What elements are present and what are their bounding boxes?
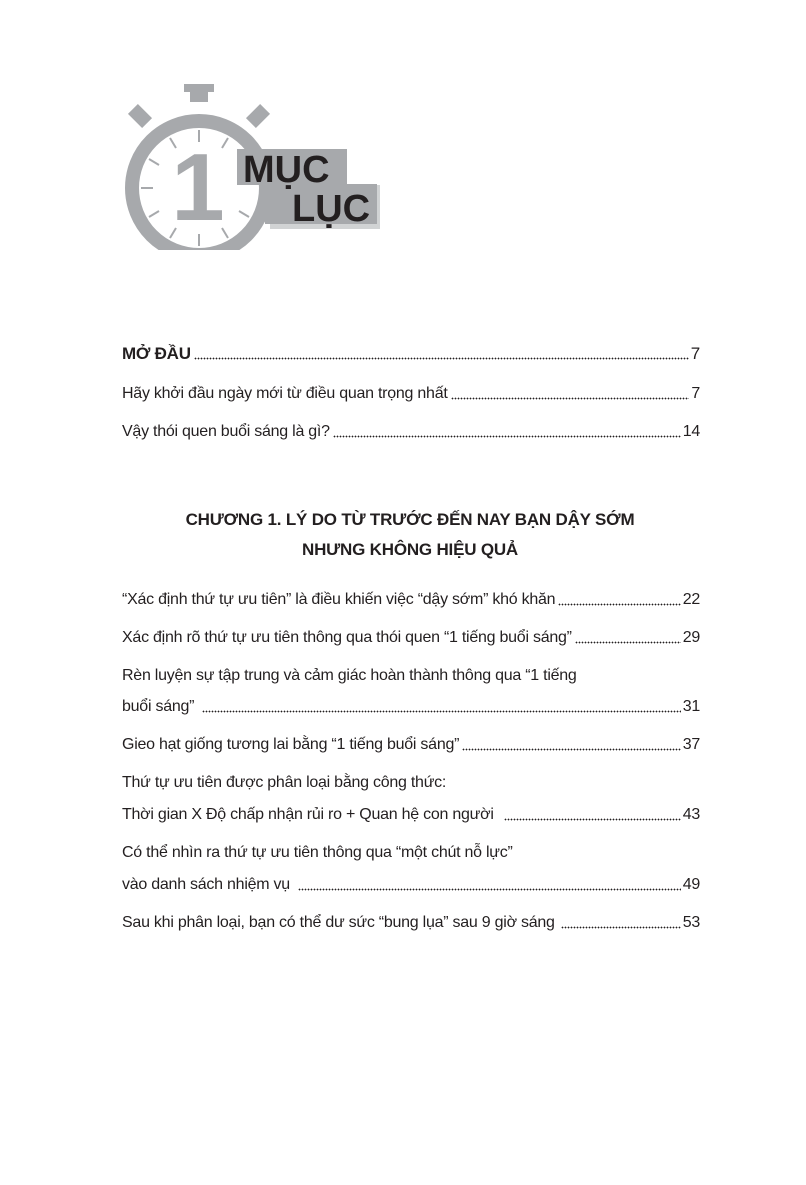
entry-title: Vậy thói quen buổi sáng là gì?: [122, 423, 330, 440]
chapter-title: [100, 505, 720, 565]
page-number: 14: [682, 423, 700, 440]
entry-title: buổi sáng”: [122, 698, 195, 715]
toc-entry[interactable]: [122, 773, 700, 825]
entry-title: Xác định rõ thứ tự ưu tiên thông qua thói quen “1 tiếng buổi sáng”: [122, 629, 572, 646]
toc-entry[interactable]: [122, 590, 700, 610]
toc-section-intro[interactable]: [122, 344, 700, 364]
toc-entry[interactable]: [122, 384, 700, 404]
dot-leader: [194, 356, 689, 360]
toc-intro: [122, 344, 700, 442]
page-number: 37: [682, 736, 700, 753]
dot-leader: [333, 434, 681, 438]
chapter-title-line: NHƯNG KHÔNG HIỆU QUẢ: [302, 540, 518, 559]
dot-leader: [558, 602, 680, 606]
dot-leader: [575, 640, 681, 644]
entry-title: “Xác định thứ tự ưu tiên” là điều khiến việc “dậy sớm” khó khăn: [122, 591, 556, 608]
toc-entry[interactable]: [122, 735, 700, 755]
dot-leader: [202, 709, 680, 713]
page-number: 7: [690, 344, 700, 363]
page-number: 53: [682, 914, 700, 931]
page-number: 29: [682, 629, 700, 646]
title-muc: MỤC: [243, 149, 330, 191]
toc-entry[interactable]: [122, 422, 700, 442]
toc-chapter1: [122, 590, 700, 933]
page-number: 7: [691, 385, 700, 402]
toc-entry[interactable]: [122, 666, 700, 717]
page-number: 49: [682, 876, 700, 893]
entry-title: Rèn luyện sự tập trung và cảm giác hoàn thành thông qua “1 tiếng: [122, 667, 577, 684]
entry-title: Thời gian X Độ chấp nhận rủi ro + Quan hệ con người: [122, 806, 494, 823]
entry-title: Có thể nhìn ra thứ tự ưu tiên thông qua “một chút nỗ lực”: [122, 844, 513, 861]
page-number: 31: [682, 698, 700, 715]
entry-title: Thứ tự ưu tiên được phân loại bằng công thức:: [122, 774, 447, 791]
stopwatch-logo: [100, 80, 400, 250]
entry-title: vào danh sách nhiệm vụ: [122, 876, 290, 893]
chapter-number: 1: [171, 134, 225, 241]
entry-title: Sau khi phân loại, bạn có thể dư sức “bung lụa” sau 9 giờ sáng: [122, 914, 555, 931]
dot-leader: [451, 396, 690, 400]
chapter-title-line: CHƯƠNG 1. LÝ DO TỪ TRƯỚC ĐẾN NAY BẠN DẬY SỚM: [185, 510, 635, 529]
dot-leader: [298, 887, 681, 891]
toc-entry[interactable]: [122, 913, 700, 933]
section-title: MỞ ĐẦU: [122, 344, 191, 363]
page-number: 22: [682, 591, 700, 608]
dot-leader: [561, 925, 681, 929]
page-number: 43: [682, 806, 700, 823]
title-luc: LỤC: [292, 188, 371, 230]
entry-title: Gieo hạt giống tương lai bằng “1 tiếng buổi sáng”: [122, 736, 460, 753]
toc-entry[interactable]: [122, 628, 700, 648]
dot-leader: [504, 817, 681, 821]
entry-title: Hãy khởi đầu ngày mới từ điều quan trọng nhất: [122, 385, 448, 402]
dot-leader: [462, 747, 681, 751]
toc-entry[interactable]: [122, 843, 700, 895]
